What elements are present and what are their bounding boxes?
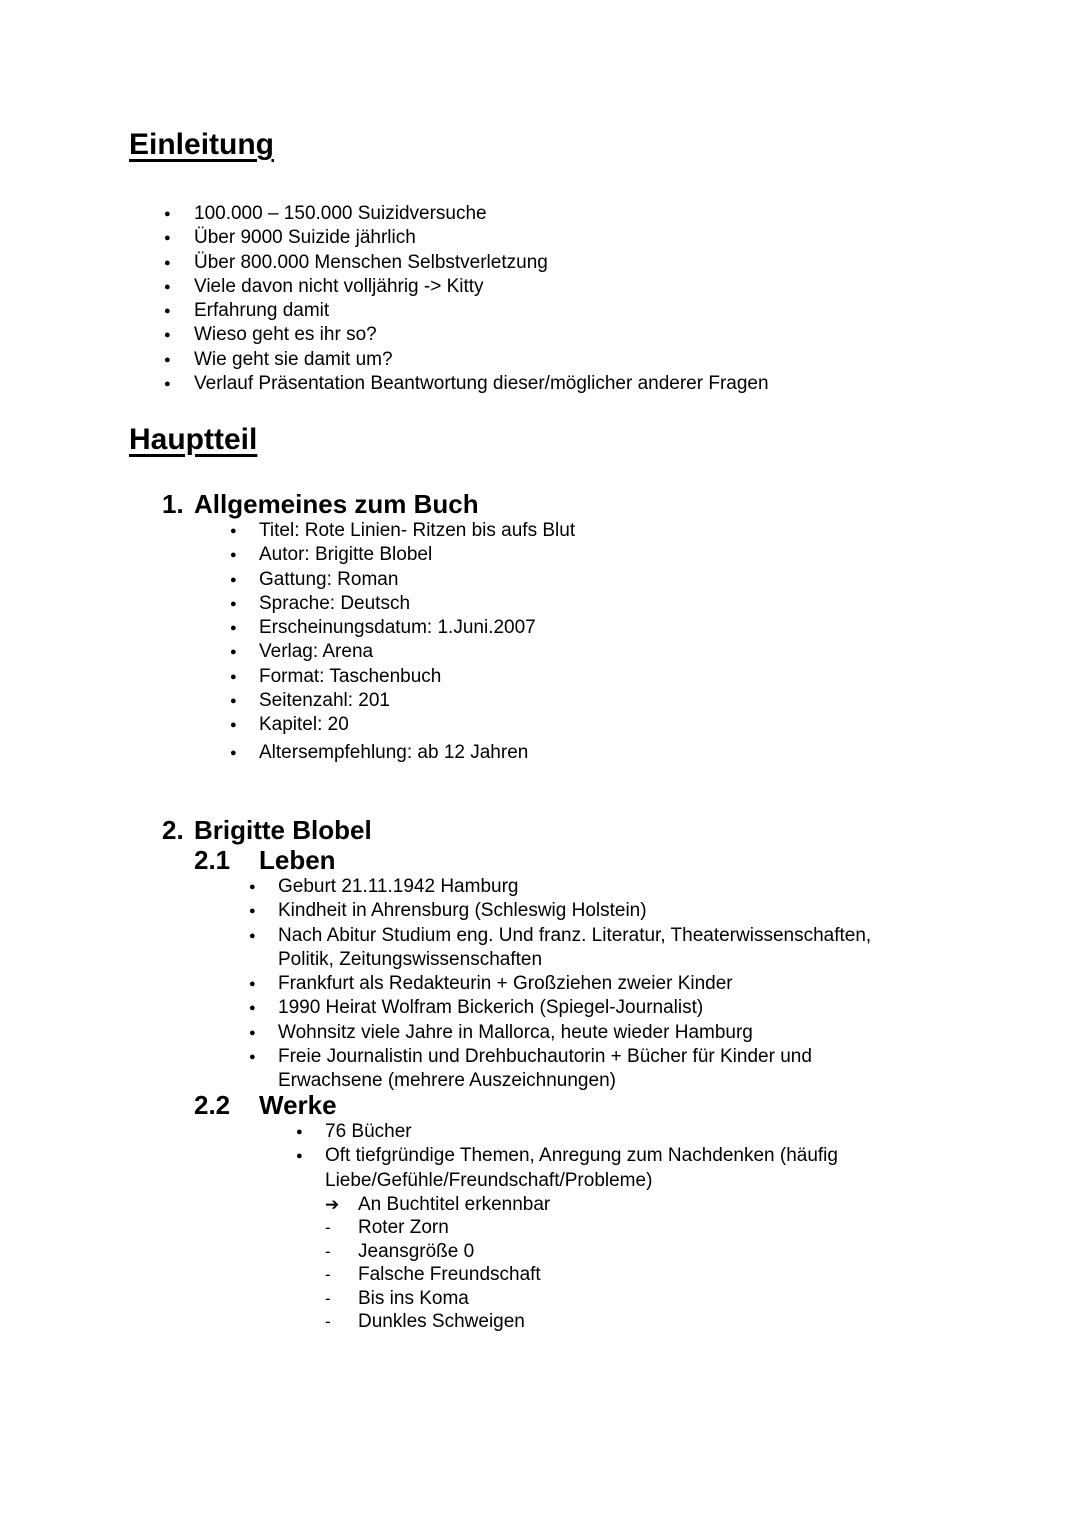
arrow-item — [325, 1193, 885, 1216]
section-2-2-title — [194, 1090, 337, 1120]
book-title-item — [325, 1240, 885, 1263]
list-item: ● 100.000 – 150.000 Suizidversuche — [194, 202, 769, 226]
list-item: ● Geburt 21.11.1942 Hamburg — [278, 875, 938, 899]
book-title-item — [325, 1263, 885, 1286]
list-item: ● Viele davon nicht volljährig -> Kitty — [194, 275, 769, 299]
book-title: Jeansgröße 0 — [358, 1240, 475, 1262]
list-item: ● Wie geht sie damit um? — [194, 348, 769, 372]
list-item: ● Nach Abitur Studium eng. Und franz. Literatur, Theaterwissenschaften, Politik, Zeitungswissenschaften — [278, 924, 918, 973]
dash-marker: - — [325, 1241, 331, 1261]
section-1-label: Allgemeines zum Buch — [194, 489, 479, 519]
dash-marker: - — [325, 1265, 331, 1285]
book-title-item — [325, 1287, 885, 1310]
list-item: ● Altersempfehlung: ab 12 Jahren — [259, 741, 575, 765]
list-item: ● Frankfurt als Redakteurin + Großziehen zweier Kinder — [278, 972, 938, 996]
einleitung-list — [194, 202, 769, 396]
list-item: ● Gattung: Roman — [259, 568, 575, 592]
book-title-item — [325, 1216, 885, 1239]
list-item: ● 76 Bücher — [325, 1120, 885, 1144]
book-title-item — [325, 1310, 885, 1333]
section-2-2-number: 2.2 — [194, 1090, 231, 1120]
book-title: Falsche Freundschaft — [358, 1264, 541, 1286]
section-2-1-list — [278, 875, 938, 1094]
section-2-1-label: Leben — [259, 845, 336, 875]
list-item: ● Verlauf Präsentation Beantwortung dieser/möglicher anderer Fragen — [194, 372, 769, 396]
list-item: ● Freie Journalistin und Drehbuchautorin + Bücher für Kinder und Erwachsene (mehrere Auszeichnungen) — [278, 1045, 858, 1094]
section-1-title — [162, 489, 479, 519]
list-item: ● Sprache: Deutsch — [259, 592, 575, 616]
list-item: ● Titel: Rote Linien- Ritzen bis aufs Blut — [259, 519, 575, 543]
list-item: ● 1990 Heirat Wolfram Bickerich (Spiegel-Journalist) — [278, 996, 938, 1020]
dash-marker: - — [325, 1218, 331, 1238]
list-item: ● Seitenzahl: 201 — [259, 689, 575, 713]
list-item: ● Format: Taschenbuch — [259, 665, 575, 689]
heading-einleitung: Einleitung — [129, 128, 274, 161]
list-item: ● Oft tiefgründige Themen, Anregung zum Nachdenken (häufig Liebe/Gefühle/Freundschaft/Probleme) — [325, 1144, 885, 1193]
section-2-title — [162, 815, 372, 845]
section-2-2-label: Werke — [259, 1090, 337, 1120]
list-item: ● Kindheit in Ahrensburg (Schleswig Holstein) — [278, 899, 938, 923]
list-item: ● Über 9000 Suizide jährlich — [194, 226, 769, 250]
section-2-1-number: 2.1 — [194, 845, 231, 875]
section-2-label: Brigitte Blobel — [194, 815, 372, 845]
section-1-list — [259, 519, 575, 765]
arrow-item-text: An Buchtitel erkennbar — [358, 1193, 551, 1215]
book-title: Bis ins Koma — [358, 1287, 469, 1309]
book-title: Dunkles Schweigen — [358, 1310, 525, 1332]
list-item: ● Kapitel: 20 — [259, 713, 575, 737]
dash-marker: - — [325, 1311, 331, 1331]
list-item: ● Autor: Brigitte Blobel — [259, 543, 575, 567]
heading-hauptteil: Hauptteil — [129, 423, 258, 456]
section-2-1-title — [194, 845, 336, 875]
section-2-number: 2. — [162, 815, 184, 845]
list-item: ● Wohnsitz viele Jahre in Mallorca, heute wieder Hamburg — [278, 1021, 938, 1045]
list-item: ● Wieso geht es ihr so? — [194, 323, 769, 347]
section-2-2-list — [325, 1120, 885, 1193]
book-title: Roter Zorn — [358, 1217, 449, 1239]
dash-marker: - — [325, 1288, 331, 1308]
list-item: ● Über 800.000 Menschen Selbstverletzung — [194, 251, 769, 275]
list-item: ● Erscheinungsdatum: 1.Juni.2007 — [259, 616, 575, 640]
section-1-number: 1. — [162, 489, 184, 519]
list-item: ● Verlag: Arena — [259, 640, 575, 664]
arrow-right-icon: ➔ — [325, 1194, 340, 1214]
list-item: ● Erfahrung damit — [194, 299, 769, 323]
section-2-2-content — [325, 1120, 885, 1333]
